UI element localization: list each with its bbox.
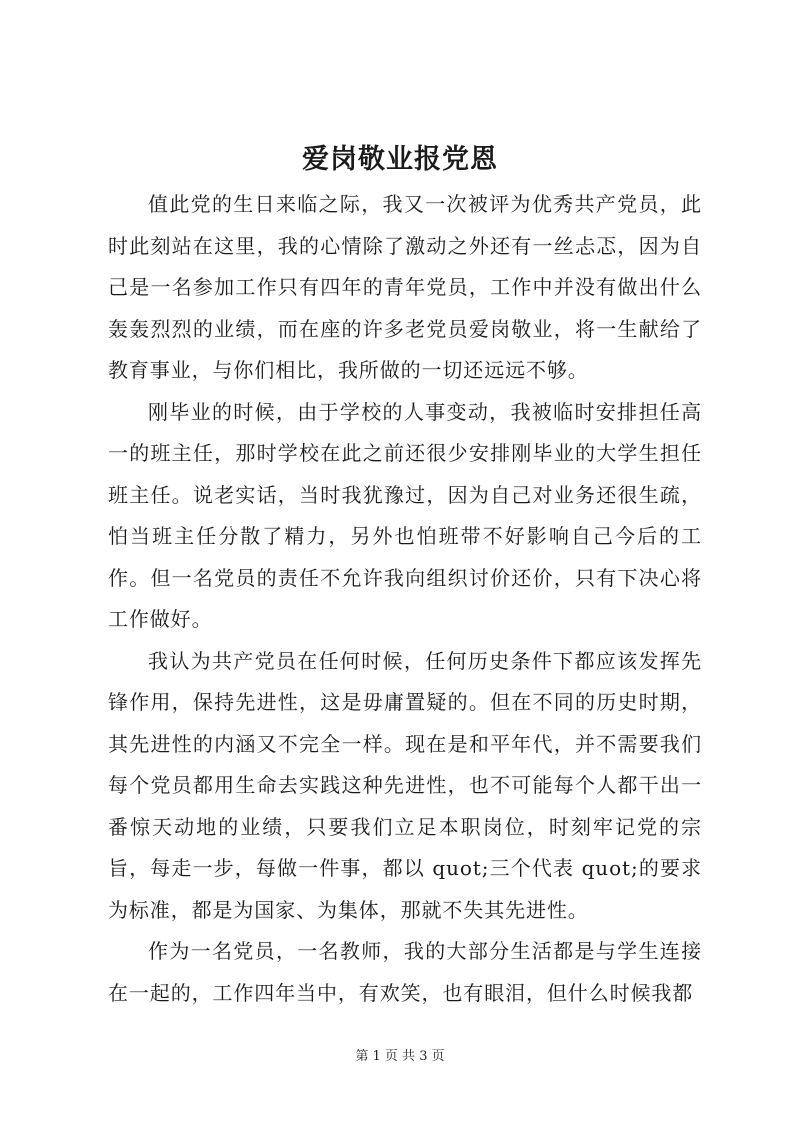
paragraph-2: 刚毕业的时候，由于学校的人事变动，我被临时安排担任高一的班主任，那时学校在此之前还很少安排刚毕业的大学生担任班主任。说老实话，当时我犹豫过，因为自己对业务还很生疏，怕当班主任分散了精力，另外也怕班带不好影响自己今后的工作。但一名党员的责任不允许我向组织讨价还价，只有下决心将工作做好。	[108, 399, 702, 631]
document-body	[108, 184, 702, 1014]
paragraph-3: 我认为共产党员在任何时候，任何历史条件下都应该发挥先锋作用，保持先进性，这是毋庸置疑的。但在不同的历史时期，其先进性的内涵又不完全一样。现在是和平年代，并不需要我们每个党员都用生命去实践这种先进性，也不可能每个人都干出一番惊天动地的业绩，只要我们立足本职岗位，时刻牢记党的宗旨，每走一步，每做一件事，都以 quot;三个代表 quot;的要求为标准，都是为国家、为集体，那就不失其先进性。	[108, 648, 702, 922]
page-number-footer: 第 1 页 共 3 页	[355, 1049, 445, 1064]
paragraph-1: 值此党的生日来临之际，我又一次被评为优秀共产党员，此时此刻站在这里，我的心情除了激动之外还有一丝忐忑，因为自己是一名参加工作只有四年的青年党员，工作中并没有做出什么轰轰烈烈的业绩，而在座的许多老党员爱岗敬业，将一生献给了教育事业，与你们相比，我所做的一切还远远不够。	[108, 192, 702, 382]
page-title: 爱岗敬业报党恩	[302, 144, 498, 175]
paragraph-4: 作为一名党员，一名教师，我的大部分生活都是与学生连接在一起的，工作四年当中，有欢笑，也有眼泪，但什么时候我都	[108, 939, 702, 1005]
